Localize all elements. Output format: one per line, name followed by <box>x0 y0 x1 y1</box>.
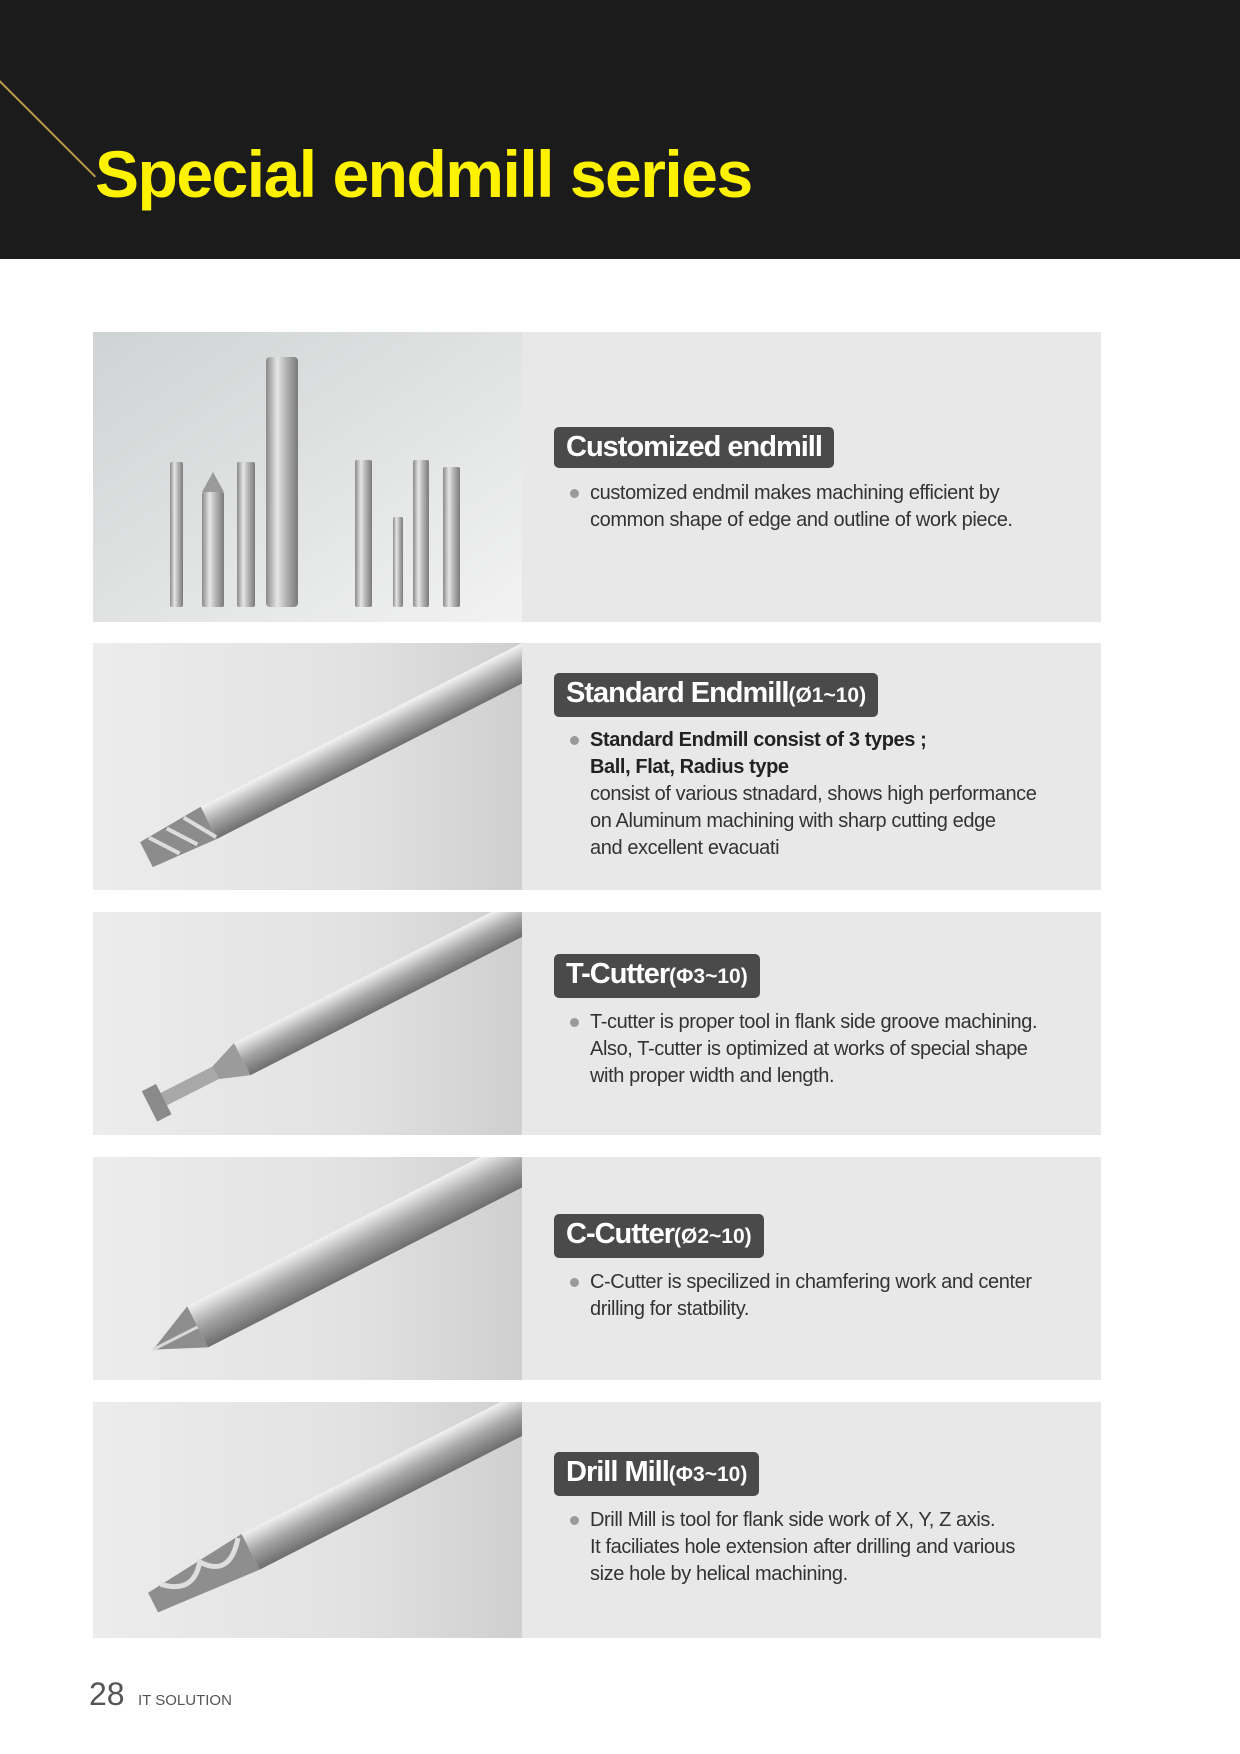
product-name: Customized endmill <box>566 431 822 463</box>
product-info <box>522 1402 1101 1638</box>
product-size: (Φ3~10) <box>669 965 748 988</box>
product-name: T-Cutter <box>566 958 670 990</box>
product-badge <box>554 954 760 998</box>
description-line: drilling for statbility. <box>590 1298 749 1320</box>
description-line: consist of various stnadard, shows high performance <box>590 783 1037 805</box>
product-info <box>522 332 1101 622</box>
description-line: on Aluminum machining with sharp cutting edge <box>590 810 996 832</box>
product-badge <box>554 1214 764 1258</box>
c-cutter-image <box>93 1157 522 1380</box>
product-card-customized-endmill <box>93 332 1101 622</box>
bullet-icon <box>570 489 579 498</box>
product-info <box>522 1157 1101 1380</box>
header-accent-line <box>0 70 96 177</box>
product-size: (Ø1~10) <box>788 684 867 707</box>
bullet-icon <box>570 1018 579 1027</box>
product-size: (Ø2~10) <box>674 1225 752 1248</box>
product-info <box>522 643 1101 890</box>
product-description <box>570 480 1071 534</box>
description-line: customized endmil makes machining efficient by <box>590 482 1000 504</box>
footer-label: IT SOLUTION <box>138 1692 232 1709</box>
product-badge <box>554 1452 759 1496</box>
description-line: Also, T-cutter is optimized at works of special shape <box>590 1038 1028 1060</box>
description-line: T-cutter is proper tool in flank side groove machining. <box>590 1011 1038 1033</box>
standard-endmill-image <box>93 643 522 890</box>
page-header <box>0 0 1240 259</box>
product-card-t-cutter <box>93 912 1101 1135</box>
product-photo-t-cutter <box>93 912 522 1135</box>
drill-mill-image <box>93 1402 522 1638</box>
product-name: C-Cutter <box>566 1218 674 1250</box>
product-card-standard-endmill <box>93 643 1101 890</box>
product-name: Drill Mill <box>566 1456 669 1488</box>
product-photo-drill-mill <box>93 1402 522 1638</box>
product-description <box>570 727 1071 862</box>
page-title: Special endmill series <box>95 137 752 211</box>
bullet-icon <box>570 1516 579 1525</box>
description-line: common shape of edge and outline of work piece. <box>590 509 1013 531</box>
description-line: size hole by helical machining. <box>590 1563 848 1585</box>
t-cutter-image <box>93 912 522 1135</box>
bullet-icon <box>570 736 579 745</box>
product-badge <box>554 427 834 468</box>
product-description <box>570 1269 1071 1323</box>
product-name: Standard Endmill <box>566 677 789 709</box>
description-line: with proper width and length. <box>590 1065 835 1087</box>
description-line: Drill Mill is tool for flank side work of X, Y, Z axis. <box>590 1509 996 1531</box>
product-size: (Φ3~10) <box>668 1463 748 1486</box>
product-badge <box>554 673 878 717</box>
description-line-strong: Ball, Flat, Radius type <box>590 756 789 778</box>
product-photo-standard-endmill <box>93 643 522 890</box>
bullet-icon <box>570 1278 579 1287</box>
description-line: C-Cutter is specilized in chamfering work and center <box>590 1271 1032 1293</box>
product-card-drill-mill <box>93 1402 1101 1638</box>
product-description <box>570 1009 1071 1090</box>
description-line: and excellent evacuati <box>590 837 780 859</box>
description-line-strong: Standard Endmill consist of 3 types ; <box>590 729 927 751</box>
product-photo-customized-endmill <box>93 332 522 622</box>
product-description <box>570 1507 1071 1588</box>
product-photo-c-cutter <box>93 1157 522 1380</box>
description-line: It faciliates hole extension after drilling and various <box>590 1536 1015 1558</box>
product-card-c-cutter <box>93 1157 1101 1380</box>
product-info <box>522 912 1101 1135</box>
page-number: 28 <box>89 1676 125 1712</box>
customized-endmill-group-image <box>93 332 522 622</box>
